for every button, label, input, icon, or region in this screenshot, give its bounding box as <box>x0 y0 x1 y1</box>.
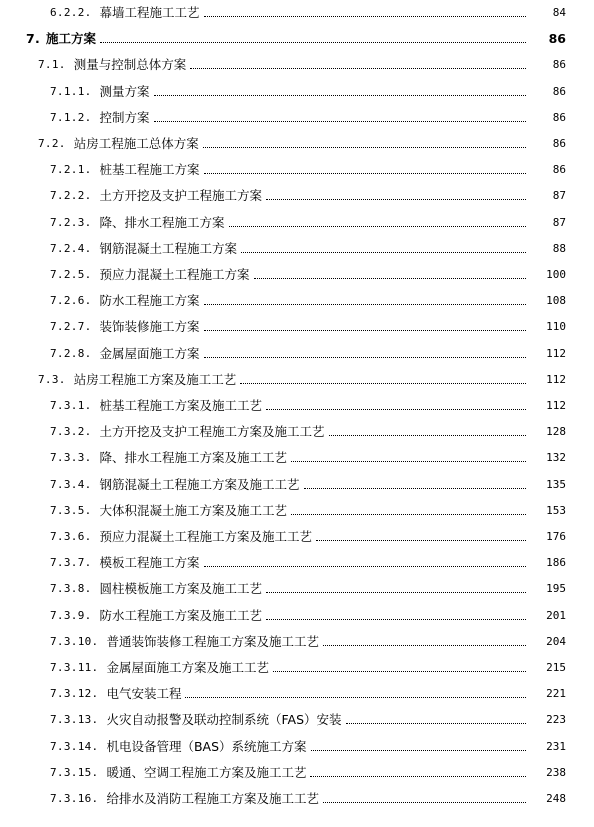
toc-subsection-entry[interactable] <box>0 761 594 781</box>
toc-dot-leader <box>316 540 526 541</box>
toc-entry-title: 钢筋混凝土工程施工方案 <box>99 240 238 256</box>
toc-entry-page-number: 110 <box>546 320 566 334</box>
toc-entry-title: 金属屋面施工方案及施工工艺 <box>106 660 269 675</box>
toc-subsection-entry[interactable] <box>0 1 594 21</box>
toc-dot-leader <box>100 42 526 43</box>
toc-entry-title: 站房工程施工方案及施工工艺 <box>73 371 237 387</box>
toc-entry-page-number: 112 <box>546 399 566 412</box>
toc-entry-page-number: 88 <box>552 241 566 255</box>
toc-subsection-entry[interactable] <box>0 604 594 624</box>
toc-entry-title: 降、排水工程施工方案 <box>99 214 225 230</box>
toc-dot-leader <box>266 409 526 410</box>
toc-dot-leader <box>266 619 526 620</box>
toc-dot-leader <box>204 566 526 567</box>
toc-entry-title: 降、排水工程施工方案及施工工艺 <box>99 450 288 466</box>
toc-entry-title: 钢筋混凝土工程施工方案及施工工艺 <box>99 476 300 492</box>
toc-entry-page-number: 128 <box>546 425 566 439</box>
toc-entry-page-number: 135 <box>546 477 566 491</box>
toc-entry-number: 7.3.12. <box>50 687 99 701</box>
toc-entry-title: 幕墙工程施工工艺 <box>99 5 200 20</box>
toc-dot-leader <box>323 802 526 803</box>
toc-subsection-entry[interactable] <box>0 184 594 204</box>
toc-entry-title: 土方开挖及支护工程施工方案 <box>99 188 263 204</box>
toc-entry-number: 7.3.14. <box>50 739 99 753</box>
toc-entry-page-number: 108 <box>546 294 566 308</box>
toc-entry-page-number: 215 <box>546 661 566 674</box>
toc-subsection-entry[interactable] <box>0 263 594 283</box>
toc-subsection-entry[interactable] <box>0 106 594 126</box>
toc-subsection-entry[interactable] <box>0 499 594 519</box>
toc-subsection-entry[interactable] <box>0 656 594 676</box>
toc-entry-number: 7.2. <box>38 137 66 150</box>
toc-subsection-entry[interactable] <box>0 630 594 650</box>
toc-entry-page-number: 238 <box>546 765 566 779</box>
toc-entry-number: 7.2.7. <box>50 320 92 334</box>
toc-entry-title: 模板工程施工方案 <box>99 555 200 571</box>
toc-entry-title: 桩基工程施工方案 <box>99 162 200 178</box>
toc-entry-page-number: 176 <box>546 530 566 543</box>
toc-dot-leader <box>203 147 526 148</box>
toc-entry-number: 7.1. <box>38 58 66 72</box>
toc-subsection-entry[interactable] <box>0 394 594 414</box>
toc-chapter-entry[interactable] <box>0 27 594 47</box>
toc-dot-leader <box>329 435 526 436</box>
toc-dot-leader <box>154 121 526 122</box>
toc-dot-leader <box>311 750 526 751</box>
toc-entry-page-number: 231 <box>546 739 566 753</box>
toc-entry-page-number: 87 <box>552 215 566 229</box>
toc-section-entry[interactable] <box>0 368 594 388</box>
toc-dot-leader <box>310 776 526 777</box>
toc-entry-title: 普通装饰装修工程施工方案及施工工艺 <box>106 633 319 649</box>
toc-dot-leader <box>346 723 527 724</box>
toc-entry-number: 7.3.11. <box>50 661 99 674</box>
toc-subsection-entry[interactable] <box>0 525 594 545</box>
toc-entry-title: 装饰装修施工方案 <box>99 319 200 335</box>
toc-entry-number: 7.1.2. <box>50 110 92 124</box>
toc-dot-leader <box>291 461 526 462</box>
toc-entry-title: 站房工程施工总体方案 <box>73 136 199 151</box>
toc-section-entry[interactable] <box>0 132 594 152</box>
toc-entry-number: 7.2.1. <box>50 163 92 177</box>
toc-entry-page-number: 86 <box>552 110 566 124</box>
toc-subsection-entry[interactable] <box>0 315 594 335</box>
toc-entry-title: 给排水及消防工程施工方案及施工工艺 <box>106 791 319 806</box>
toc-entry-title: 暖通、空调工程施工方案及施工工艺 <box>106 764 307 780</box>
toc-entry-title: 机电设备管理（BAS）系统施工方案 <box>106 738 307 754</box>
toc-entry-title: 金属屋面施工方案 <box>99 345 200 361</box>
toc-dot-leader <box>241 252 526 253</box>
toc-subsection-entry[interactable] <box>0 342 594 362</box>
toc-dot-leader <box>229 226 526 227</box>
toc-dot-leader <box>304 488 526 489</box>
toc-entry-page-number: 153 <box>546 503 566 517</box>
toc-entry-page-number: 112 <box>546 346 566 360</box>
toc-entry-number: 7.2.4. <box>50 241 92 255</box>
toc-subsection-entry[interactable] <box>0 787 594 807</box>
toc-entry-page-number: 195 <box>546 582 566 596</box>
toc-entry-title: 控制方案 <box>99 109 150 125</box>
toc-entry-page-number: 221 <box>546 687 566 701</box>
toc-dot-leader <box>204 304 526 305</box>
toc-entry-page-number: 248 <box>546 792 566 805</box>
toc-entry-title: 圆柱模板施工方案及施工工艺 <box>99 581 263 597</box>
toc-subsection-entry[interactable] <box>0 80 594 100</box>
toc-subsection-entry[interactable] <box>0 289 594 309</box>
toc-dot-leader <box>204 357 526 358</box>
toc-entry-number: 7.3.5. <box>50 503 92 517</box>
toc-dot-leader <box>204 330 526 331</box>
toc-subsection-entry[interactable] <box>0 158 594 178</box>
toc-entry-number: 7.3.16. <box>50 792 99 805</box>
toc-entry-number: 7.3.8. <box>50 582 92 596</box>
toc-entry-page-number: 112 <box>546 372 566 386</box>
toc-dot-leader <box>204 16 526 17</box>
toc-entry-number: 7.3.13. <box>50 713 99 727</box>
toc-entry-title: 预应力混凝土工程施工方案 <box>99 267 250 282</box>
toc-entry-number: 7.3.1. <box>50 399 92 412</box>
toc-dot-leader <box>254 278 526 279</box>
toc-entry-page-number: 204 <box>546 634 566 648</box>
toc-entry-title: 施工方案 <box>46 31 97 47</box>
toc-dot-leader <box>266 199 526 200</box>
toc-entry-number: 7.3.15. <box>50 765 99 779</box>
toc-dot-leader <box>185 697 526 698</box>
toc-entry-number: 7.3.3. <box>50 451 92 465</box>
toc-subsection-entry[interactable] <box>0 551 594 571</box>
toc-entry-page-number: 186 <box>546 556 566 570</box>
toc-dot-leader <box>323 645 526 646</box>
toc-subsection-entry[interactable] <box>0 708 594 728</box>
toc-entry-title: 防水工程施工方案及施工工艺 <box>99 607 263 623</box>
toc-entry-title: 测量与控制总体方案 <box>73 57 187 73</box>
toc-entry-page-number: 86 <box>552 84 566 98</box>
toc-entry-page-number: 223 <box>546 713 566 727</box>
toc-entry-number: 7.3.9. <box>50 608 92 622</box>
toc-entry-number: 7.2.2. <box>50 189 92 203</box>
toc-entry-number: 7.2.3. <box>50 215 92 229</box>
toc-subsection-entry[interactable] <box>0 237 594 257</box>
toc-entry-page-number: 84 <box>552 6 566 19</box>
toc-subsection-entry[interactable] <box>0 682 594 702</box>
toc-section-entry[interactable] <box>0 53 594 73</box>
toc-dot-leader <box>266 592 526 593</box>
toc-entry-page-number: 87 <box>552 189 566 203</box>
toc-entry-number: 7.1.1. <box>50 84 92 98</box>
toc-subsection-entry[interactable] <box>0 577 594 597</box>
toc-entry-page-number: 132 <box>546 451 566 465</box>
toc-entry-number: 7.3.4. <box>50 477 92 491</box>
toc-entry-number: 7.3.2. <box>50 425 92 439</box>
toc-dot-leader <box>291 514 526 515</box>
toc-entry-page-number: 86 <box>552 163 566 177</box>
toc-entry-title: 桩基工程施工方案及施工工艺 <box>99 398 263 413</box>
toc-entry-number: 7.2.6. <box>50 294 92 308</box>
toc-subsection-entry[interactable] <box>0 473 594 493</box>
toc-entry-number: 7.3.7. <box>50 556 92 570</box>
toc-dot-leader <box>154 95 526 96</box>
toc-subsection-entry[interactable] <box>0 420 594 440</box>
toc-entry-number: 7.3. <box>38 372 66 386</box>
toc-entry-title: 电气安装工程 <box>106 686 182 702</box>
toc-subsection-entry[interactable] <box>0 446 594 466</box>
toc-entry-page-number: 86 <box>548 31 566 47</box>
toc-entry-number: 7.3.10. <box>50 634 99 648</box>
toc-entry-number: 7.2.5. <box>50 268 92 281</box>
toc-subsection-entry[interactable] <box>0 735 594 755</box>
toc-entry-title: 大体积混凝土施工方案及施工工艺 <box>99 502 288 518</box>
toc-entry-number: 7.3.6. <box>50 530 92 543</box>
toc-dot-leader <box>204 173 526 174</box>
toc-entry-page-number: 86 <box>552 137 566 150</box>
toc-entry-number: 6.2.2. <box>50 6 92 19</box>
toc-dot-leader <box>190 68 526 69</box>
toc-entry-title: 火灾自动报警及联动控制系统（FAS）安装 <box>106 712 342 728</box>
toc-entry-number: 7. <box>26 31 41 47</box>
toc-entry-page-number: 201 <box>546 608 566 622</box>
toc-entry-title: 防水工程施工方案 <box>99 293 200 309</box>
toc-entry-number: 7.2.8. <box>50 346 92 360</box>
toc-entry-title: 土方开挖及支护工程施工方案及施工工艺 <box>99 424 325 440</box>
toc-entry-title: 预应力混凝土工程施工方案及施工工艺 <box>99 529 313 544</box>
toc-entry-page-number: 100 <box>546 268 566 281</box>
toc-subsection-entry[interactable] <box>0 211 594 231</box>
toc-dot-leader <box>240 383 526 384</box>
toc-entry-title: 测量方案 <box>99 83 150 99</box>
toc-dot-leader <box>273 671 526 672</box>
toc-entry-page-number: 86 <box>552 58 566 72</box>
